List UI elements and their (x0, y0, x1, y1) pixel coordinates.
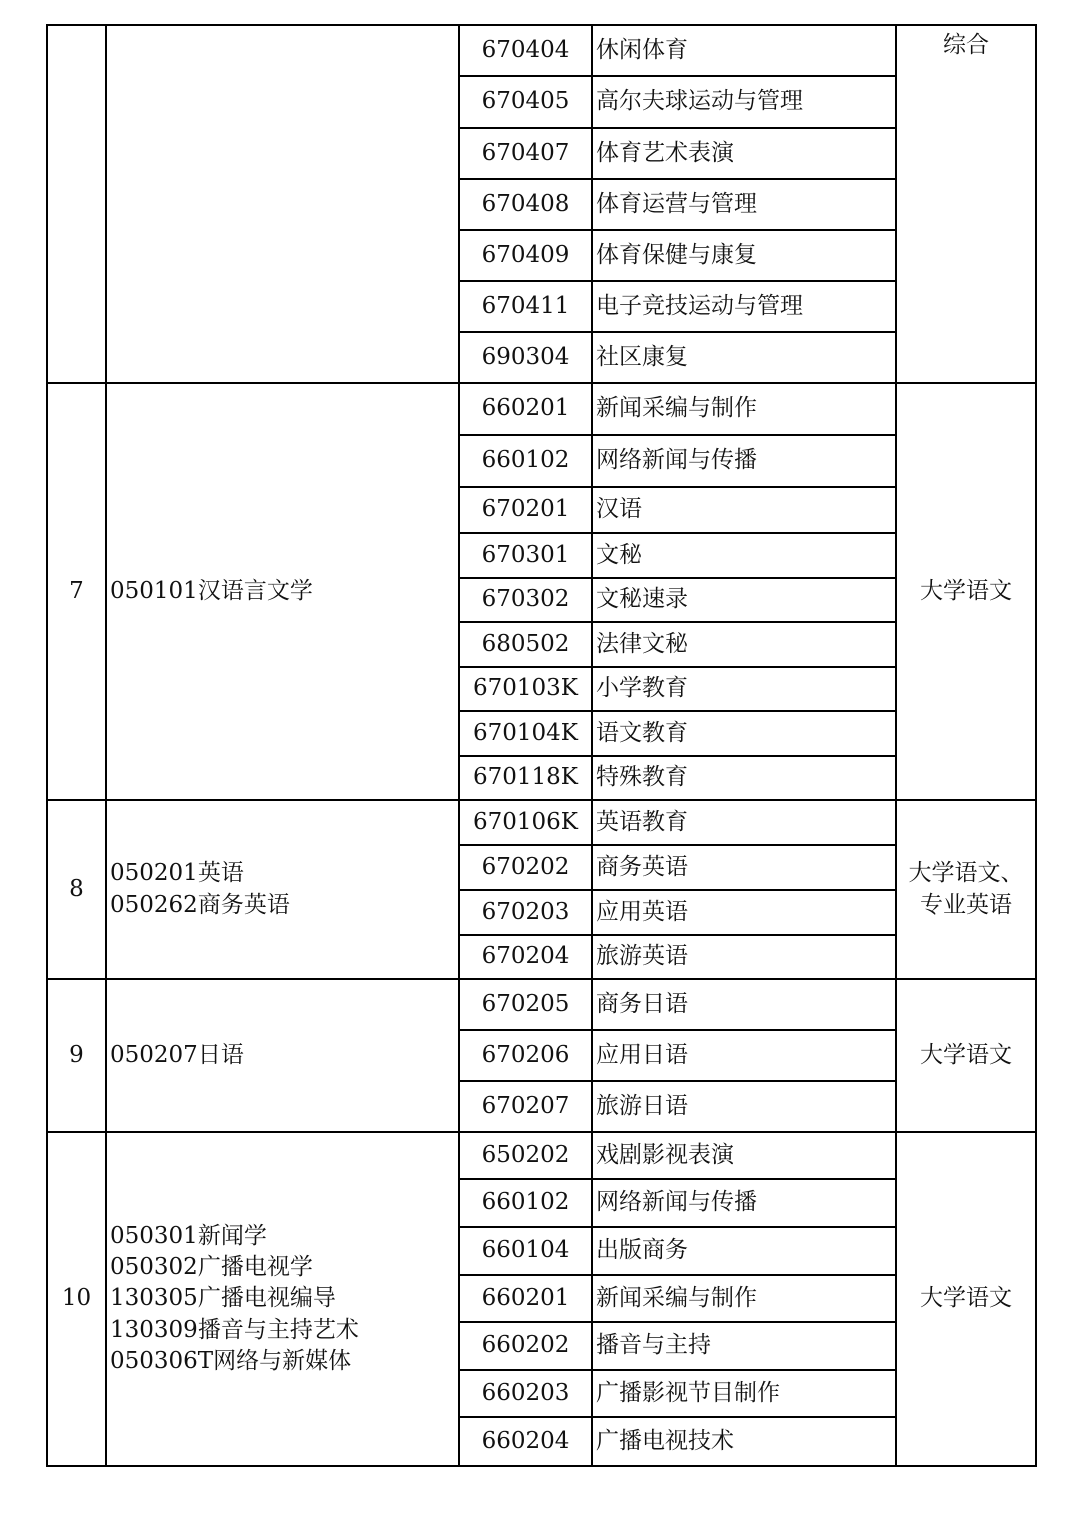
vocational-code-cell: 660102 (459, 1179, 592, 1227)
vocational-code-cell: 670201 (459, 487, 592, 533)
major-code: 130309 (110, 1316, 198, 1343)
vocational-code-cell: 660201 (459, 383, 592, 435)
vocational-code-cell: 670407 (459, 128, 592, 179)
major-name: 日语 (197, 1041, 244, 1068)
major-entry (110, 576, 458, 607)
exam-subject-cell (896, 383, 1036, 800)
undergraduate-major-cell (106, 1132, 459, 1466)
vocational-name-cell: 体育保健与康复 (592, 230, 896, 281)
vocational-name-cell: 体育艺术表演 (592, 128, 896, 179)
vocational-name-cell: 旅游日语 (592, 1081, 896, 1132)
table-row (47, 800, 1036, 845)
sequence-number-cell: 7 (47, 383, 106, 800)
major-name: 广播电视学 (197, 1254, 313, 1281)
vocational-name-cell: 文秘速录 (592, 578, 896, 622)
vocational-name-cell: 出版商务 (592, 1227, 896, 1275)
major-entry (110, 1346, 458, 1377)
exam-subject: 综合 (943, 32, 989, 58)
major-mapping-table (46, 24, 1037, 1467)
sequence-number-cell (47, 25, 106, 383)
vocational-code-cell: 670104K (459, 711, 592, 756)
exam-subject: 大学语文 (920, 1285, 1012, 1312)
undergraduate-major-cell (106, 800, 459, 979)
vocational-name-cell: 广播电视技术 (592, 1417, 896, 1466)
vocational-name-cell: 休闲体育 (592, 25, 896, 76)
vocational-code-cell: 660203 (459, 1370, 592, 1417)
vocational-code-cell: 670103K (459, 667, 592, 711)
vocational-code-cell: 660202 (459, 1322, 592, 1370)
major-name: 英语 (197, 860, 244, 887)
vocational-code-cell: 670207 (459, 1081, 592, 1132)
exam-subject: 大学语文、 (908, 860, 1024, 887)
vocational-name-cell: 网络新闻与传播 (592, 435, 896, 487)
major-entry (110, 1283, 458, 1314)
vocational-name-cell: 新闻采编与制作 (592, 1275, 896, 1322)
vocational-code-cell: 670409 (459, 230, 592, 281)
vocational-name-cell: 文秘 (592, 533, 896, 578)
table-row (47, 979, 1036, 1030)
vocational-code-cell: 670118K (459, 756, 592, 800)
vocational-name-cell: 应用日语 (592, 1030, 896, 1081)
exam-subject: 专业英语 (920, 891, 1012, 918)
vocational-name-cell: 新闻采编与制作 (592, 383, 896, 435)
vocational-code-cell: 670411 (459, 281, 592, 332)
vocational-code-cell: 670408 (459, 179, 592, 230)
exam-subject: 大学语文 (920, 1041, 1012, 1068)
major-code: 050301 (110, 1223, 198, 1250)
vocational-name-cell: 网络新闻与传播 (592, 1179, 896, 1227)
undergraduate-major-cell (106, 979, 459, 1132)
vocational-code-cell: 680502 (459, 622, 592, 667)
sequence-number-cell: 10 (47, 1132, 106, 1466)
vocational-code-cell: 650202 (459, 1132, 592, 1179)
exam-subject-cell (896, 1132, 1036, 1466)
vocational-name-cell: 语文教育 (592, 711, 896, 756)
vocational-name-cell: 商务英语 (592, 845, 896, 890)
major-code: 050201 (110, 860, 198, 887)
major-code: 130305 (110, 1285, 198, 1312)
vocational-name-cell: 应用英语 (592, 890, 896, 935)
table-row (47, 1132, 1036, 1179)
vocational-name-cell: 播音与主持 (592, 1322, 896, 1370)
vocational-name-cell: 社区康复 (592, 332, 896, 383)
exam-subject: 大学语文 (920, 577, 1012, 604)
major-entry (110, 1040, 458, 1071)
vocational-code-cell: 670204 (459, 935, 592, 979)
major-name: 广播电视编导 (197, 1285, 336, 1312)
vocational-name-cell: 小学教育 (592, 667, 896, 711)
major-entry (110, 858, 458, 889)
vocational-code-cell: 660102 (459, 435, 592, 487)
vocational-name-cell: 高尔夫球运动与管理 (592, 76, 896, 128)
vocational-code-cell: 660104 (459, 1227, 592, 1275)
vocational-name-cell: 戏剧影视表演 (592, 1132, 896, 1179)
exam-subject-cell (896, 25, 1036, 383)
vocational-name-cell: 旅游英语 (592, 935, 896, 979)
vocational-code-cell: 670404 (459, 25, 592, 76)
vocational-code-cell: 670302 (459, 578, 592, 622)
major-code: 050101 (110, 577, 198, 604)
vocational-name-cell: 电子竞技运动与管理 (592, 281, 896, 332)
major-entry (110, 1315, 458, 1346)
major-name: 播音与主持艺术 (197, 1316, 359, 1343)
table-row (47, 25, 1036, 76)
major-name: 网络与新媒体 (213, 1347, 352, 1374)
major-entry (110, 1252, 458, 1283)
major-entry (110, 1221, 458, 1252)
vocational-code-cell: 690304 (459, 332, 592, 383)
exam-subject-cell (896, 800, 1036, 979)
vocational-code-cell: 670405 (459, 76, 592, 128)
vocational-name-cell: 特殊教育 (592, 756, 896, 800)
major-code: 050306T (110, 1347, 214, 1374)
table-row (47, 383, 1036, 435)
undergraduate-major-cell (106, 383, 459, 800)
vocational-name-cell: 法律文秘 (592, 622, 896, 667)
vocational-name-cell: 汉语 (592, 487, 896, 533)
major-code: 050262 (110, 891, 198, 918)
undergraduate-major-cell (106, 25, 459, 383)
vocational-code-cell: 670205 (459, 979, 592, 1030)
sequence-number-cell: 9 (47, 979, 106, 1132)
vocational-name-cell: 商务日语 (592, 979, 896, 1030)
major-entry (110, 890, 458, 921)
exam-subject-cell (896, 979, 1036, 1132)
vocational-code-cell: 670206 (459, 1030, 592, 1081)
sequence-number-cell: 8 (47, 800, 106, 979)
vocational-code-cell: 670106K (459, 800, 592, 845)
vocational-code-cell: 670202 (459, 845, 592, 890)
vocational-code-cell: 660201 (459, 1275, 592, 1322)
vocational-name-cell: 体育运营与管理 (592, 179, 896, 230)
vocational-code-cell: 660204 (459, 1417, 592, 1466)
vocational-name-cell: 广播影视节目制作 (592, 1370, 896, 1417)
vocational-code-cell: 670301 (459, 533, 592, 578)
major-code: 050207 (110, 1041, 198, 1068)
major-name: 商务英语 (197, 891, 290, 918)
major-name: 汉语言文学 (197, 577, 313, 604)
vocational-name-cell: 英语教育 (592, 800, 896, 845)
major-code: 050302 (110, 1254, 198, 1281)
major-name: 新闻学 (197, 1223, 267, 1250)
vocational-code-cell: 670203 (459, 890, 592, 935)
